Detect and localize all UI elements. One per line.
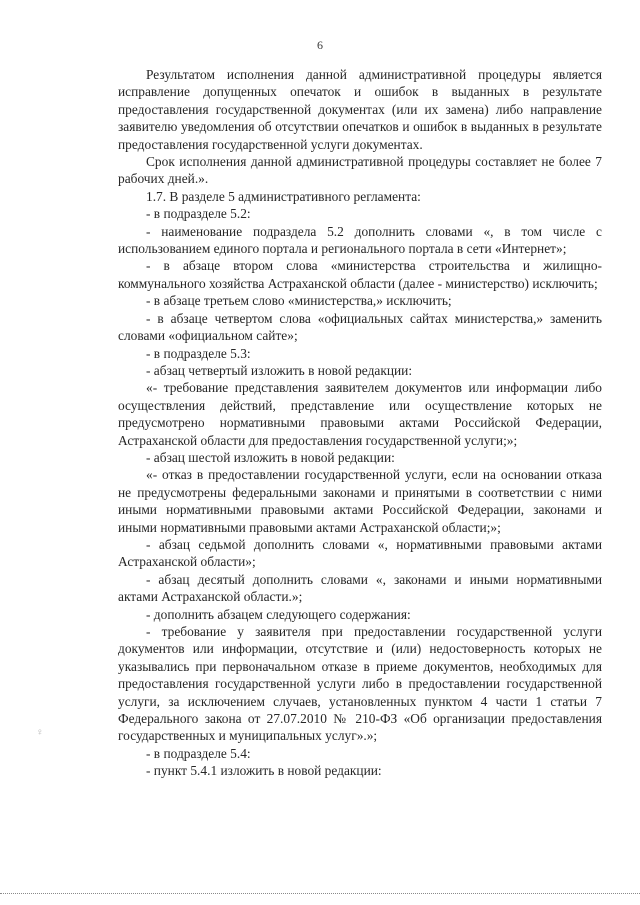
margin-mark: ♀ (36, 727, 44, 738)
paragraph-result: Результатом исполнения данной административной процедуры является исправление допущенных опечаток и ошибок в выданных в результате предоставления государственной документах (или их замена) либо направление заявителю уведомления об отсутствии опечатков и ошибок в выданных в результате предоставления государственной услуги документах. (118, 67, 602, 152)
paragraph-abzac-four-new: - абзац четвертый изложить в новой редакции: (146, 362, 413, 378)
paragraph-requirement-quote: «- требование представления заявителем документов или информации либо осуществления действий, представление или осуществление которых не предусмотрено нормативными правовыми актами Российской Федерации, Астраханской области для предоставления государственной услуги;»; (118, 380, 602, 448)
paragraph-section-1-7: 1.7. В разделе 5 административного регламента: (146, 188, 421, 204)
paragraph-third-abzac: - в абзаце третьем слово «министерства,» исключить; (146, 293, 452, 309)
paragraph-fourth-abzac: - в абзаце четвертом слова «официальных сайтах министерства,» заменить словами «официальном сайте»; (118, 310, 602, 344)
paragraph-point-5-4-1: - пункт 5.4.1 изложить в новой редакции: (146, 763, 382, 779)
paragraph-second-abzac: - в абзаце втором слова «министерства строительства и жилищно-коммунального хозяйства Астраханской области (далее - министерство) исключить; (118, 258, 602, 291)
paragraph-term: Срок исполнения данной административной процедуры составляет не более 7 рабочих дней.». (118, 154, 602, 187)
paragraph-title-5-2: - наименование подраздела 5.2 дополнить словами «, в том числе с использованием единого портала и регионального портала в сети «Интернет»; (118, 223, 602, 257)
page-number: 6 (317, 38, 323, 52)
paragraph-add-abzac: - дополнить абзацем следующего содержания: (146, 606, 411, 622)
paragraph-abzac-six-new: - абзац шестой изложить в новой редакции: (146, 449, 395, 465)
paragraph-subsection-5-3: - в подразделе 5.3: (146, 345, 251, 361)
paragraph-abzac-seven: - абзац седьмой дополнить словами «, нормативными правовыми актами Астраханской области»; (118, 536, 602, 570)
document-body (118, 66, 602, 780)
scan-edge-line (0, 893, 640, 895)
paragraph-subsection-5-2: - в подразделе 5.2: (146, 206, 251, 222)
paragraph-requirement-new: - требование у заявителя при предоставлении государственной услуги документов или информации, отсутствие и (или) недостоверность которых не указывались при первоначальном отказе в приеме документов, необходимых для предоставления государственной услуги либо в предоставлении государственной услуги, за исключением случаев, установленных пунктом 4 части 1 статьи 7 Федерального закона от 27.07.2010 № 210-ФЗ «Об организации предоставления государственных и муниципальных услуг».»; (118, 624, 602, 744)
paragraph-refusal-quote: «- отказ в предоставлении государственной услуги, если на основании отказа не предусмотрены федеральными законами и принятыми в соответствии с ними иными нормативными правовыми актами Российской Федерации, законами и иными нормативными правовыми актами Астраханской области;»; (118, 467, 602, 535)
paragraph-subsection-5-4: - в подразделе 5.4: (146, 745, 251, 761)
paragraph-abzac-ten: - абзац десятый дополнить словами «, законами и иными нормативными актами Астраханской области.»; (118, 571, 602, 605)
